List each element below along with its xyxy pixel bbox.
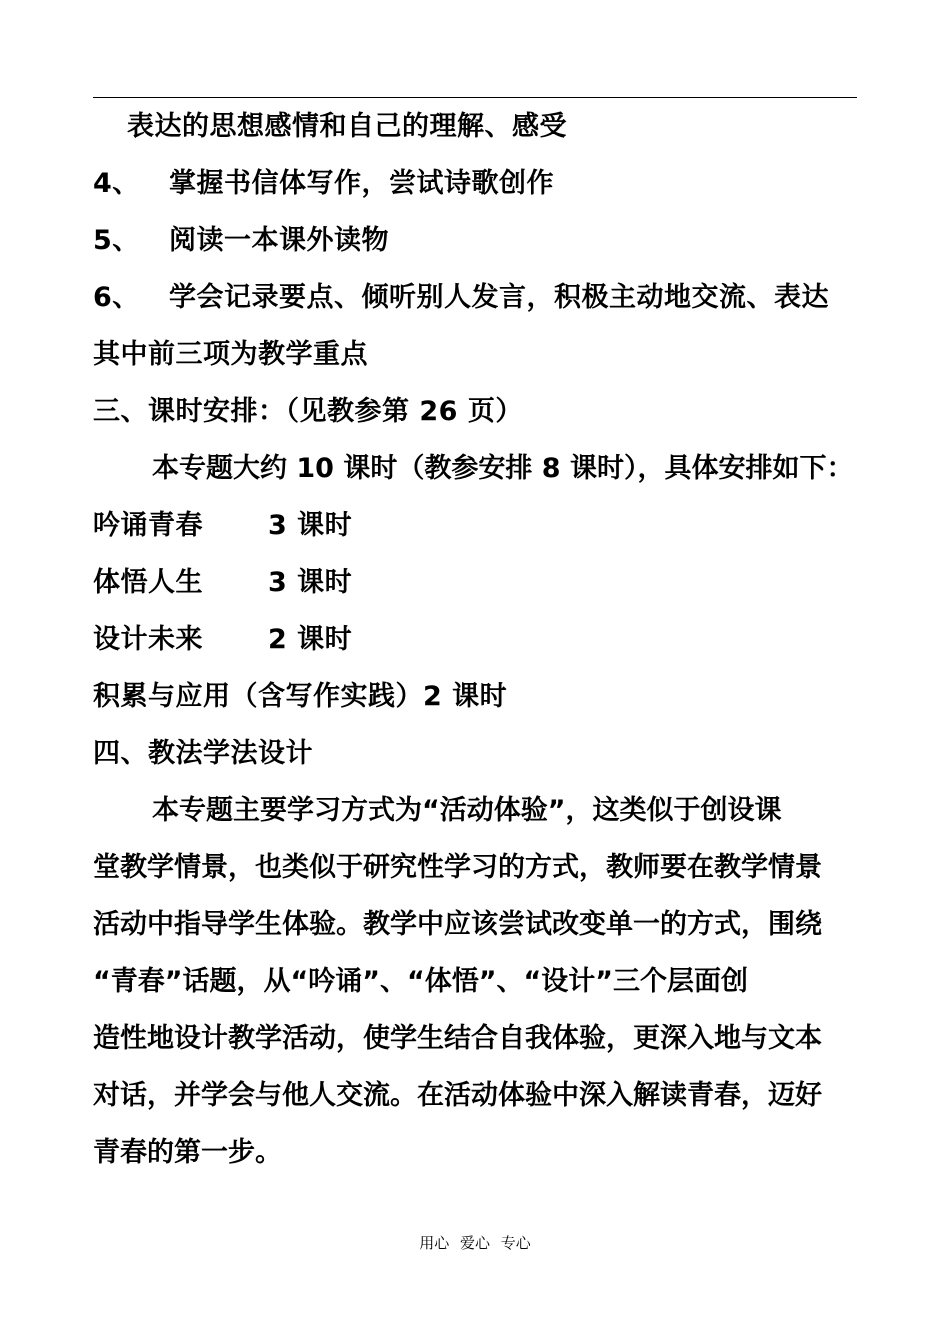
schedule-hours: 2 课时: [268, 624, 353, 655]
list-item: [93, 164, 863, 204]
schedule-row: [93, 620, 863, 660]
paragraph-line: 活动中指导学生体验。教学中应该尝试改变单一的方式，围绕: [93, 909, 822, 940]
paragraph-line: 本专题主要学习方式为“活动体验”，这类似于创设课: [152, 795, 782, 826]
schedule-row: [93, 563, 863, 603]
schedule-label: 吟诵青春: [93, 510, 203, 541]
schedule-row: [93, 506, 863, 546]
item-text: 掌握书信体写作，尝试诗歌创作: [169, 168, 554, 199]
paragraph-line: 堂教学情景，也类似于研究性学习的方式，教师要在教学情景: [93, 852, 822, 883]
text-line: 其中前三项为教学重点: [93, 339, 368, 370]
schedule-hours: 3 课时: [268, 510, 353, 541]
paragraph-line: 对话，并学会与他人交流。在活动体验中深入解读青春，迈好: [93, 1080, 822, 1111]
paragraph-line: 青春的第一步。: [93, 1137, 282, 1168]
schedule-hours: 3 课时: [268, 567, 353, 598]
list-item: [93, 278, 863, 318]
list-item: [93, 221, 863, 261]
header-rule: [93, 97, 857, 98]
item-number: 4、: [93, 168, 140, 199]
text-line: 积累与应用（含写作实践）2 课时: [93, 681, 508, 712]
section-heading: 三、课时安排：（见教参第 26 页）: [93, 396, 523, 427]
paragraph-line: “青春”话题，从“吟诵”、“体悟”、“设计”三个层面创: [93, 966, 748, 997]
schedule-label: 设计未来: [93, 624, 203, 655]
page-footer: 用心 爱心 专心: [419, 1234, 531, 1252]
text-line: 表达的思想感情和自己的理解、感受: [127, 111, 567, 142]
item-text: 阅读一本课外读物: [169, 225, 389, 256]
text-line: 本专题大约 10 课时（教参安排 8 课时），具体安排如下：: [152, 453, 854, 484]
schedule-label: 体悟人生: [93, 567, 203, 598]
section-heading: 四、教法学法设计: [93, 738, 313, 769]
item-text: 学会记录要点、倾听别人发言，积极主动地交流、表达: [169, 282, 829, 313]
paragraph-line: 造性地设计教学活动，使学生结合自我体验，更深入地与文本: [93, 1023, 822, 1054]
item-number: 6、: [93, 282, 140, 313]
item-number: 5、: [93, 225, 140, 256]
